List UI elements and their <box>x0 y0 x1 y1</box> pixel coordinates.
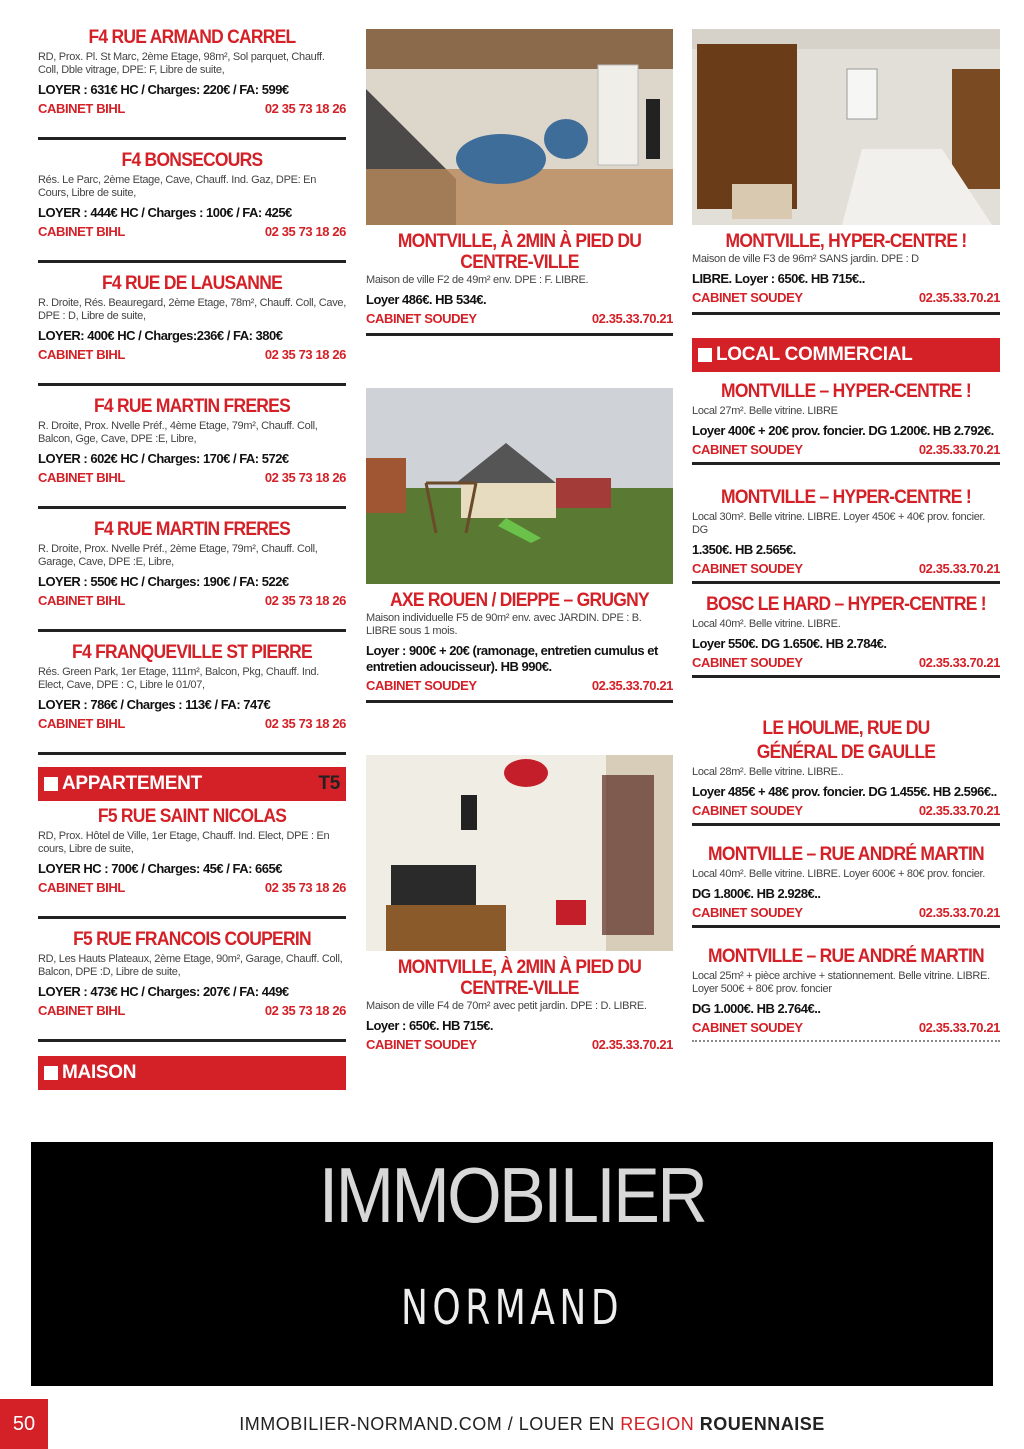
agency-name: CABINET BIHL <box>38 470 125 485</box>
listing-description: RD, Prox. Hôtel de Ville, 1er Etage, Chauff. Ind. Elect, DPE : En cours, Libre de suite, <box>38 830 330 855</box>
listing-contact <box>692 803 1000 819</box>
listing-card <box>38 272 346 386</box>
listing-contact <box>38 880 346 896</box>
listing-title: F4 RUE MARTIN FRERES <box>93 519 291 540</box>
listing-price: LOYER : 473€ HC / Charges: 207€ / FA: 449€ <box>38 984 289 999</box>
listing-contact <box>692 655 1000 671</box>
listing-price: LOYER : 444€ HC / Charges : 100€ / FA: 425€ <box>38 205 292 220</box>
agency-phone: 02.35.33.70.21 <box>591 311 673 326</box>
footer-region-rest: ROUENNAISE <box>699 1414 825 1434</box>
listing-description: Maison de ville F4 de 70m² avec petit jardin. DPE : D. LIBRE. <box>366 1000 647 1012</box>
listing-price: LOYER : 602€ HC / Charges: 170€ / FA: 572€ <box>38 451 289 466</box>
listing-card <box>366 755 673 1059</box>
living-room-photo <box>366 29 673 225</box>
listing-price: LOYER: 400€ HC / Charges:236€ / FA: 380€ <box>38 328 283 343</box>
agency-phone: 02 35 73 18 26 <box>264 593 346 608</box>
agency-name: CABINET SOUDEY <box>692 905 803 920</box>
listing-description: Local 40m². Belle vitrine. LIBRE. <box>692 618 841 630</box>
listing-title: MONTVILLE – HYPER-CENTRE ! <box>721 487 971 508</box>
listing-description: RD, Les Hauts Plateaux, 2ème Etage, 90m², Garage, Chauff. Coll, Balcon, DPE :D, Libre de suite, <box>38 953 343 978</box>
listing-price: DG 1.800€. HB 2.928€.. <box>692 886 821 901</box>
agency-phone: 02.35.33.70.21 <box>918 442 1000 457</box>
listing-description: R. Droite, Prox. Nvelle Préf., 2ème Etage, 79m², Chauff. Coll, Garage, Cave, DPE :E, Libre, <box>38 543 318 568</box>
listing-description: Local 40m². Belle vitrine. LIBRE. Loyer 600€ + 80€ prov. foncier. <box>692 868 986 880</box>
page-number: 50 <box>0 1399 48 1449</box>
listing-card <box>692 380 1000 465</box>
dining-room-photo <box>692 29 1000 225</box>
listing-contact <box>692 290 1000 306</box>
listing-contact <box>38 224 346 240</box>
listing-contact <box>38 470 346 486</box>
agency-phone: 02.35.33.70.21 <box>918 1020 1000 1035</box>
listing-contact <box>366 311 673 327</box>
agency-phone: 02 35 73 18 26 <box>264 224 346 239</box>
listing-title: F4 RUE ARMAND CARREL <box>88 27 296 48</box>
agency-name: CABINET SOUDEY <box>692 803 803 818</box>
agency-name: CABINET SOUDEY <box>692 655 803 670</box>
listing-card <box>38 518 346 632</box>
listing-card <box>692 687 1000 826</box>
section-header-local-commercial <box>692 338 1000 372</box>
listing-title: LE HOULME, RUE DU GÉNÉRAL DE GAULLE <box>756 718 936 763</box>
listing-card <box>38 26 346 140</box>
listing-card <box>38 928 346 1042</box>
agency-phone: 02.35.33.70.21 <box>918 803 1000 818</box>
listing-price: LOYER : 550€ HC / Charges: 190€ / FA: 522€ <box>38 574 289 589</box>
listing-description: Rés. Green Park, 1er Etage, 111m², Balcon, Pkg, Chauff. Ind. Elect, Cave, DPE : C, Libre le 01/07, <box>38 666 319 691</box>
square-icon <box>698 348 712 362</box>
agency-phone: 02 35 73 18 26 <box>264 347 346 362</box>
listing-title: MONTVILLE – RUE ANDRÉ MARTIN <box>708 844 984 865</box>
listing-title: F4 RUE DE LAUSANNE <box>101 273 283 294</box>
listing-price: LOYER : 631€ HC / Charges: 220€ / FA: 599€ <box>38 82 289 97</box>
agency-phone: 02.35.33.70.21 <box>918 561 1000 576</box>
listing-price: Loyer 400€ + 20€ prov. foncier. DG 1.200€. HB 2.792€. <box>692 423 994 438</box>
section-header-maison <box>38 1056 346 1090</box>
listing-description: Maison de ville F3 de 96m² SANS jardin. DPE : D <box>692 253 919 265</box>
agency-name: CABINET BIHL <box>38 880 125 895</box>
listing-card <box>38 641 346 755</box>
listing-price: LOYER HC : 700€ / Charges: 45€ / FA: 665€ <box>38 861 282 876</box>
listing-description: Local 28m². Belle vitrine. LIBRE.. <box>692 766 844 778</box>
agency-name: CABINET BIHL <box>38 347 125 362</box>
listing-price: LOYER : 786€ / Charges : 113€ / FA: 747€ <box>38 697 271 712</box>
agency-name: CABINET BIHL <box>38 1003 125 1018</box>
listing-description: RD, Prox. Pl. St Marc, 2ème Etage, 98m², Sol parquet, Chauff. Coll, Dble vitrage, DPE: F, Libre de suite, <box>38 51 325 76</box>
column-apartments <box>38 26 346 1090</box>
listing-contact <box>38 716 346 732</box>
listing-description: Maison individuelle F5 de 90m² env. avec JARDIN. DPE : B. LIBRE sous 1 mois. <box>366 612 642 637</box>
listing-price: Loyer 485€ + 48€ prov. foncier. DG 1.455€. HB 2.596€.. <box>692 784 997 799</box>
agency-name: CABINET SOUDEY <box>366 311 477 326</box>
listing-description: Maison de ville F2 de 49m² env. DPE : F. LIBRE. <box>366 274 589 286</box>
listing-title: AXE ROUEN / DIEPPE – GRUGNY <box>390 590 649 611</box>
listing-card <box>692 835 1000 928</box>
house-garden-photo <box>366 388 673 584</box>
listing-contact <box>692 561 1000 577</box>
agency-name: CABINET SOUDEY <box>692 442 803 457</box>
banner-title: IMMOBILIER <box>318 1151 706 1239</box>
listing-title: F5 RUE SAINT NICOLAS <box>97 806 287 827</box>
section-label: MAISON <box>62 1062 137 1083</box>
listing-card <box>38 805 346 919</box>
agency-name: CABINET SOUDEY <box>366 678 477 693</box>
footer-text <box>0 1414 1024 1435</box>
listing-card <box>692 29 1000 315</box>
agency-phone: 02 35 73 18 26 <box>264 716 346 731</box>
listing-photo <box>366 755 673 951</box>
listing-card <box>366 388 673 703</box>
agency-phone: 02 35 73 18 26 <box>264 880 346 895</box>
agency-name: CABINET BIHL <box>38 224 125 239</box>
square-icon <box>44 777 58 791</box>
listing-title: MONTVILLE – RUE ANDRÉ MARTIN <box>708 946 984 967</box>
listing-photo <box>692 29 1000 225</box>
listing-card <box>692 937 1000 1042</box>
listing-price: Loyer 486€. HB 534€. <box>366 292 487 307</box>
listing-card <box>692 593 1000 678</box>
listing-description: Local 27m². Belle vitrine. LIBRE <box>692 405 838 417</box>
listing-title: MONTVILLE, À 2MIN À PIED DU CENTRE-VILLE <box>397 231 642 273</box>
agency-name: CABINET SOUDEY <box>692 290 803 305</box>
listing-title: F4 RUE MARTIN FRERES <box>93 396 291 417</box>
listing-title: MONTVILLE – HYPER-CENTRE ! <box>721 381 971 402</box>
agency-phone: 02.35.33.70.21 <box>918 905 1000 920</box>
listing-contact <box>38 1003 346 1019</box>
listing-contact <box>366 1037 673 1053</box>
column-houses <box>366 29 673 1059</box>
listing-title: F5 RUE FRANCOIS COUPERIN <box>73 929 311 950</box>
section-label: LOCAL COMMERCIAL <box>716 344 913 365</box>
listing-description: R. Droite, Rés. Beauregard, 2ème Etage, 78m², Chauff. Coll, Cave, DPE : D, Libre de suite, <box>38 297 347 322</box>
listing-photo <box>366 29 673 225</box>
listing-contact <box>38 593 346 609</box>
listing-title: F4 BONSECOURS <box>121 150 263 171</box>
agency-name: CABINET BIHL <box>38 101 125 116</box>
square-icon <box>44 1066 58 1080</box>
listing-card <box>38 149 346 263</box>
agency-name: CABINET BIHL <box>38 593 125 608</box>
listing-card <box>38 395 346 509</box>
agency-phone: 02.35.33.70.21 <box>918 290 1000 305</box>
listing-title: F4 FRANQUEVILLE ST PIERRE <box>72 642 312 663</box>
listing-contact <box>38 101 346 117</box>
listing-title: BOSC LE HARD – HYPER-CENTRE ! <box>706 594 986 615</box>
listing-price: LIBRE. Loyer : 650€. HB 715€.. <box>692 271 865 286</box>
agency-phone: 02.35.33.70.21 <box>591 1037 673 1052</box>
agency-name: CABINET SOUDEY <box>692 561 803 576</box>
agency-name: CABINET SOUDEY <box>692 1020 803 1035</box>
column-commercial <box>692 29 1000 1051</box>
listing-price: DG 1.000€. HB 2.764€.. <box>692 1001 821 1016</box>
footer-region-red: REGION <box>620 1414 695 1434</box>
footer-site: IMMOBILIER-NORMAND.COM / LOUER EN <box>239 1414 615 1434</box>
agency-phone: 02 35 73 18 26 <box>264 101 346 116</box>
listing-title: MONTVILLE, HYPER-CENTRE ! <box>725 231 967 252</box>
listing-price: Loyer : 900€ + 20€ (ramonage, entretien cumulus et entretien adoucisseur). HB 990€. <box>366 643 658 674</box>
listing-price: 1.350€. HB 2.565€. <box>692 542 796 557</box>
agency-phone: 02 35 73 18 26 <box>264 470 346 485</box>
agency-phone: 02.35.33.70.21 <box>591 678 673 693</box>
section-tag: T5 <box>318 773 340 794</box>
listing-description: R. Droite, Prox. Nvelle Préf., 4ème Etage, 79m², Chauff. Coll, Balcon, Gge, Cave, DPE :E, Libre, <box>38 420 318 445</box>
listing-contact <box>692 1020 1000 1036</box>
listing-contact <box>692 905 1000 921</box>
listing-title: MONTVILLE, À 2MIN À PIED DU CENTRE-VILLE <box>397 957 642 999</box>
listing-card <box>692 474 1000 584</box>
listing-contact <box>38 347 346 363</box>
listing-description: Local 25m² + pièce archive + stationnement. Belle vitrine. LIBRE. Loyer 500€ + 80€ prov. foncier <box>692 970 990 995</box>
listing-description: Local 30m². Belle vitrine. LIBRE. Loyer 450€ + 40€ prov. foncier. DG <box>692 511 986 536</box>
living-room-photo <box>366 755 673 951</box>
agency-phone: 02 35 73 18 26 <box>264 1003 346 1018</box>
banner-subtitle: NORMAND <box>400 1280 624 1336</box>
listing-photo <box>366 388 673 584</box>
listing-description: Rés. Le Parc, 2ème Etage, Cave, Chauff. Ind. Gaz, DPE: En Cours, Libre de suite, <box>38 174 317 199</box>
agency-name: CABINET SOUDEY <box>366 1037 477 1052</box>
agency-phone: 02.35.33.70.21 <box>918 655 1000 670</box>
listing-contact <box>692 442 1000 458</box>
agency-name: CABINET BIHL <box>38 716 125 731</box>
listing-price: Loyer : 650€. HB 715€. <box>366 1018 494 1033</box>
section-header-appartement <box>38 767 346 801</box>
listing-contact <box>366 678 673 694</box>
section-label: APPARTEMENT <box>62 773 202 794</box>
listing-price: Loyer 550€. DG 1.650€. HB 2.784€. <box>692 636 887 651</box>
listing-card <box>366 29 673 336</box>
